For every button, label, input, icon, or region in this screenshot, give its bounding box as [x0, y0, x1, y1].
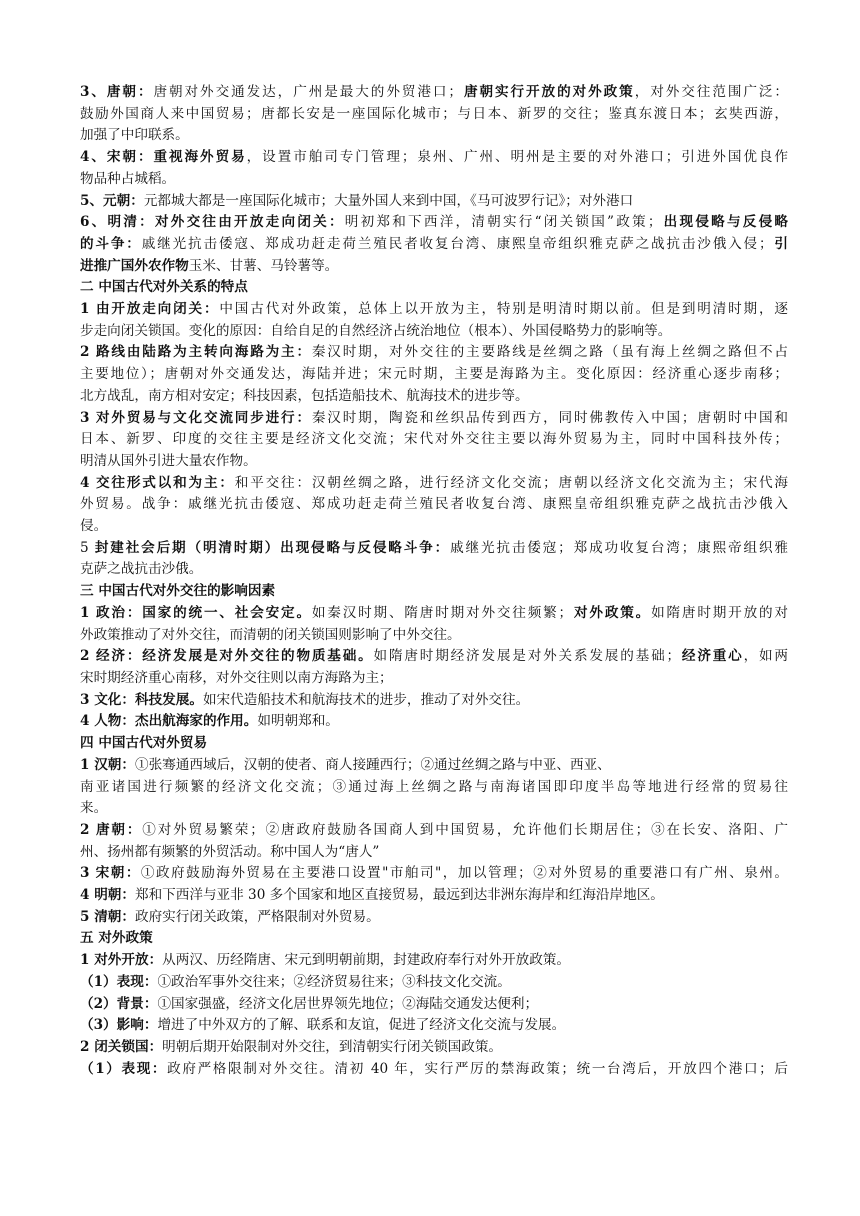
text-line [80, 277, 788, 299]
text-line [80, 473, 788, 495]
text-line [80, 625, 788, 647]
body-text: 步走向闭关锁国。变化的原因：自给自足的自然经济占统治地位（根本）、外国侵略势力的影响等。 [80, 322, 672, 339]
body-text: ①政府鼓励海外贸易在主要港口设置"市舶司"，加以管理；②对外贸易的重要港口有广州、泉州。 [140, 865, 788, 882]
text-line [80, 1015, 788, 1037]
text-line [80, 581, 788, 603]
body-text: 元都城大都是一座国际化城市；大量外国人来到中国，《马可波罗行记》；对外港口 [143, 192, 634, 209]
bold-text: 1 汉朝： [80, 756, 135, 773]
bold-text: 1 对外开放： [80, 952, 163, 969]
bold-text: 3 宋朝： [80, 865, 141, 882]
bold-text: 重视海外贸易 [153, 149, 247, 166]
body-text: 主要地位）；唐朝对外交通发达，海陆并进；宋元时期，主要是海路为主。变化原因：经济重心逐步南移； [80, 366, 788, 383]
text-line [80, 907, 788, 929]
body-text: 如隋唐时期开放的对 [651, 604, 788, 621]
text-line [80, 1059, 788, 1081]
body-text: 侵。 [80, 518, 108, 535]
bold-text: （1）表现： [80, 1060, 168, 1077]
text-line [80, 494, 788, 516]
text-line [80, 885, 788, 907]
bold-text: 2 闭关锁国： [80, 1038, 163, 1055]
text-line [80, 234, 788, 256]
bold-text: （2）背景： [80, 995, 158, 1012]
text-line [80, 516, 788, 538]
body-text: 政府严格限制对外交往。清初 40 年，实行严厉的禁海政策；统一台湾后，开放四个港口；后 [167, 1060, 788, 1077]
body-text: 如宋代造船技术和航海技术的进步，推动了对外交往。 [202, 691, 530, 708]
text-line [80, 321, 788, 343]
body-text: 如隋唐时期经济发展是对外关系发展的基础； [373, 648, 681, 665]
bold-text: 封建社会后期（明清时期）出现侵略与反侵略斗争： [94, 539, 451, 556]
text-line [80, 538, 788, 560]
text-line [80, 603, 788, 625]
text-line [80, 733, 788, 755]
body-text: ①对外贸易繁荣；②唐政府鼓励各国商人到中国贸易，允许他们长期居住；③在长安、洛阳、广 [142, 821, 788, 838]
bold-text: 4、宋朝： [80, 149, 154, 166]
bold-text: 1 由开放走向闭关： [80, 301, 220, 318]
bold-text: 5 清朝： [80, 908, 135, 925]
body-text: 物品种占城稻。 [80, 170, 176, 187]
text-line [80, 408, 788, 430]
body-text: 克萨之战抗击沙俄。 [80, 561, 203, 578]
body-text: 外政策推动了对外交往，而清朝的闭关锁国则影响了中外交往。 [80, 626, 461, 643]
text-line [80, 299, 788, 321]
body-text: 鼓励外国商人来中国贸易；唐都长安是一座国际化城市；与日本、新罗的交往；鉴真东渡日本；玄奘西游， [80, 105, 788, 122]
bold-text: 唐朝实行开放的对外政策 [462, 84, 635, 100]
bold-text: 对外政策。 [572, 604, 652, 621]
text-line [80, 82, 788, 104]
bold-text: 经济重心 [680, 648, 744, 665]
body-text: 中国古代对外政策，总体上以开放为主，特别是明清时期以前。但是到明清时期，逐 [219, 301, 788, 318]
text-line [80, 646, 788, 668]
text-line [80, 777, 788, 799]
bold-text: 6、明清：对外交往由开放走向闭关： [80, 214, 345, 231]
body-text: 秦汉时期，对外交往的主要路线是丝绸之路（虽有海上丝绸之路但不占 [311, 344, 788, 361]
bold-text: 5、元朝： [80, 192, 144, 209]
bold-text: 4 明朝： [80, 887, 135, 904]
bold-text: 的斗争： [80, 235, 142, 252]
text-line [80, 755, 788, 777]
body-text: 明朝后期开始限制对外交往，到清朝实行闭关锁国政策。 [162, 1038, 503, 1055]
bold-text: 进推广国外农作物 [80, 257, 189, 274]
body-text: 州、扬州都有频繁的外贸活动。称中国人为“唐人” [80, 843, 380, 860]
body-text: 南亚诸国进行频繁的经济文化交流；③通过海上丝绸之路与南海诸国即印度半岛等地进行经常的贸易往 [80, 778, 788, 795]
body-text: 来。 [80, 800, 108, 817]
text-line [80, 191, 788, 213]
bold-text: 引 [772, 235, 788, 252]
bold-text: 4 人物：杰出航海家的作用。 [80, 713, 258, 730]
text-line [80, 842, 788, 864]
body-text: 宋时期经济重心南移，对外交往则以南方海路为主； [80, 669, 393, 686]
body-text: 增进了中外双方的了解、联系和友谊，促进了经济文化交流与发展。 [157, 1017, 566, 1034]
bold-text: 3、唐朝： [80, 84, 154, 100]
body-text: ①国家强盛，经济文化居世界领先地位；②海陆交通发达便利； [157, 995, 539, 1012]
body-text: 戚继光抗击倭寇；郑成功收复台湾；康熙帝组织雅 [450, 539, 788, 556]
text-line [80, 863, 788, 885]
text-line [80, 690, 788, 712]
text-line [80, 451, 788, 473]
text-line [80, 169, 788, 191]
bold-text: 3 文化：科技发展。 [80, 691, 203, 708]
bold-text: 出现侵略与反侵略 [661, 214, 788, 231]
text-line [80, 668, 788, 690]
bold-text: （1）表现： [80, 973, 158, 990]
text-line [80, 429, 788, 451]
bold-text: 2 唐朝： [80, 821, 143, 838]
body-text: 北方战乱，南方相对安定；科技因素，包括造船技术、航海技术的进步等。 [80, 387, 529, 404]
text-line [80, 950, 788, 972]
body-text: 外贸易。战争：戚继光抗击倭寇、郑成功赶走荷兰殖民者收复台湾、康熙皇帝组织雅克萨之战抗击沙俄入 [80, 496, 788, 513]
body-text: ，设置市舶司专门管理；泉州、广州、明州是主要的对外港口；引进外国优良作 [246, 149, 788, 166]
body-text: ，如两 [743, 648, 788, 665]
text-line [80, 256, 788, 278]
body-text: 明初郑和下西洋，清朝实行“闭关锁国”政策； [344, 214, 662, 231]
text-line [80, 364, 788, 386]
text-line [80, 928, 788, 950]
bold-text: 五 对外政策 [80, 930, 153, 947]
bold-text: 二 中国古代对外关系的特点 [80, 279, 248, 296]
bold-text: 四 中国古代对外贸易 [80, 735, 208, 752]
bold-text: 4 交往形式以和为主： [80, 474, 235, 491]
body-text: 政府实行闭关政策，严格限制对外贸易。 [134, 908, 380, 925]
body-text: 郑和下西洋与亚非 30 多个国家和地区直接贸易，最远到达非洲东海岸和红海沿岸地区。 [134, 887, 664, 904]
text-line [80, 711, 788, 733]
bold-text: 2 路线由陆路为主转向海路为主： [80, 344, 312, 361]
bold-text: 3 对外贸易与文化交流同步进行： [80, 409, 312, 426]
text-line [80, 820, 788, 842]
body-text: ，对外交往范围广泛： [634, 84, 788, 100]
text-line [80, 386, 788, 408]
bold-text: 三 中国古代对外交往的影响因素 [80, 583, 276, 600]
body-text: 秦汉时期，陶瓷和丝织品传到西方，同时佛教传入中国；唐朝时中国和 [311, 409, 788, 426]
bold-text: 2 经济：经济发展是对外交往的物质基础。 [80, 648, 374, 665]
text-line [80, 342, 788, 364]
bold-text: （3）影响： [80, 1017, 158, 1034]
body-text: 玉米、甘薯、马铃薯等。 [188, 257, 339, 274]
body-text: 日本、新罗、印度的交往主要是经济文化交流；宋代对外交往主要以海外贸易为主，同时中国科技外传； [80, 431, 788, 448]
text-line [80, 972, 788, 994]
body-text: 如秦汉时期、隋唐时期对外交往频繁； [311, 604, 573, 621]
document-body [80, 82, 788, 1080]
text-line [80, 125, 788, 147]
body-text: ①张骞通西域后，汉朝的使者、商人接踵西行；②通过丝绸之路与中亚、西亚、 [134, 756, 611, 773]
text-line [80, 1037, 788, 1059]
body-text: ①政治军事外交往来；②经济贸易往来；③科技文化交流。 [157, 973, 511, 990]
text-line [80, 994, 788, 1016]
body-text: 明清从国外引进大量农作物。 [80, 452, 257, 469]
text-line [80, 147, 788, 169]
body-text: 戚继光抗击倭寇、郑成功赶走荷兰殖民者收复台湾、康熙皇帝组织雅克萨之战抗击沙俄入侵； [141, 235, 773, 252]
text-line [80, 798, 788, 820]
body-text: 加强了中印联系。 [80, 127, 189, 144]
text-line [80, 104, 788, 126]
body-text: 从两汉、历经隋唐、宋元到明朝前期，封建政府奉行对外开放政策。 [162, 952, 570, 969]
text-line [80, 559, 788, 581]
bold-text: 1 政治：国家的统一、社会安定。 [80, 604, 312, 621]
body-text: 唐朝对外交通发达，广州是最大的外贸港口； [153, 84, 463, 100]
text-line [80, 212, 788, 234]
body-text: 如明朝郑和。 [257, 713, 339, 730]
body-text: 和平交往：汉朝丝绸之路，进行经济文化交流；唐朝以经济文化交流为主；宋代海 [234, 474, 788, 491]
body-text: 5 [80, 539, 95, 556]
